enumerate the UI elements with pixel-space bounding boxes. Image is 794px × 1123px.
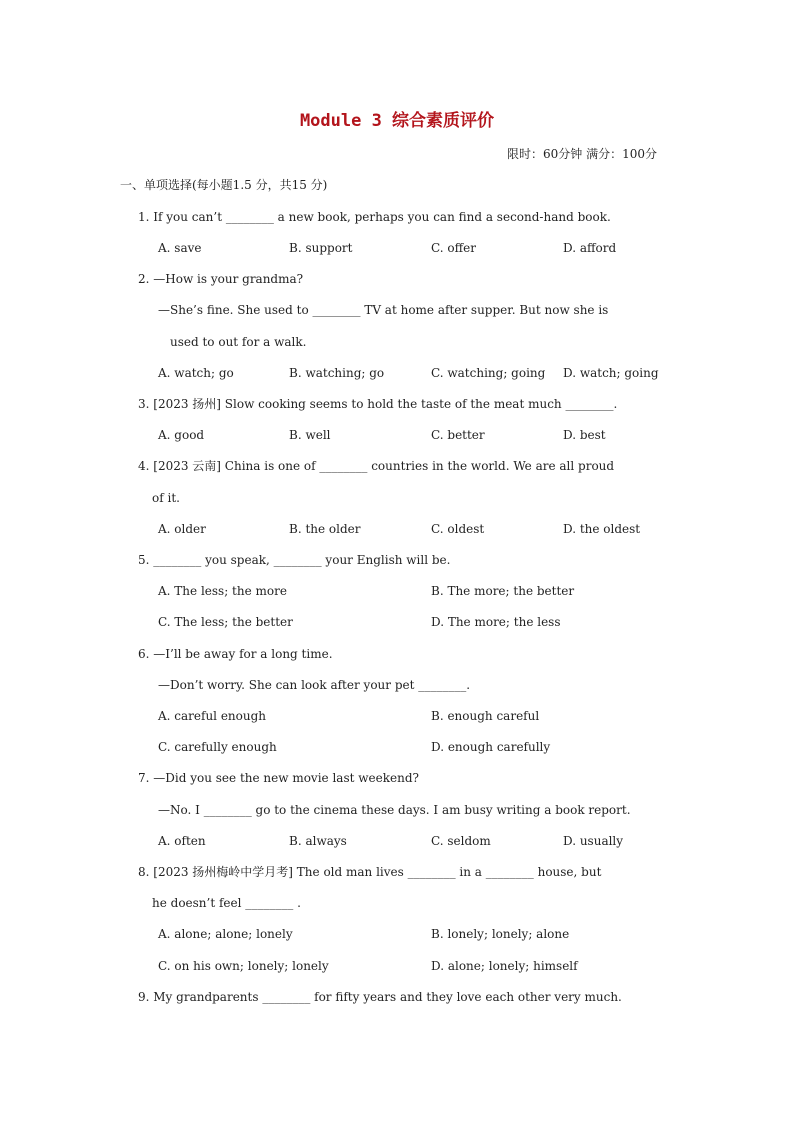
question-3-option-d: D. best bbox=[563, 428, 606, 442]
question-2-option-b: B. watching; go bbox=[289, 366, 385, 380]
question-5-option-a: A. The less; the more bbox=[158, 584, 287, 598]
question-2-option-c: C. watching; going bbox=[431, 366, 546, 380]
question-1-option-d: D. afford bbox=[563, 241, 617, 255]
question-5-stem-1: 5. ________ you speak, ________ your English will be. bbox=[138, 553, 451, 567]
question-2-option-a: A. watch; go bbox=[158, 366, 234, 380]
question-1-option-b: B. support bbox=[289, 241, 353, 255]
question-8-stem-2: he doesn’t feel ________ . bbox=[152, 896, 301, 910]
question-8-option-a: A. alone; alone; lonely bbox=[158, 927, 293, 941]
question-8-stem-1: 8. [2023 扬州梅岭中学月考] The old man lives ________ in a ________ house, but bbox=[138, 865, 602, 879]
question-7-option-a: A. often bbox=[158, 834, 206, 848]
question-7-option-d: D. usually bbox=[563, 834, 624, 848]
page-title: Module 3 综合素质评价 bbox=[299, 111, 495, 131]
question-9-stem-1: 9. My grandparents ________ for fifty years and they love each other very much. bbox=[138, 990, 622, 1004]
question-8-option-d: D. alone; lonely; himself bbox=[431, 959, 578, 973]
question-3-option-b: B. well bbox=[289, 428, 331, 442]
question-6-stem-1: 6. —I’ll be away for a long time. bbox=[138, 647, 333, 661]
question-1-option-c: C. offer bbox=[431, 241, 476, 255]
question-5-option-b: B. The more; the better bbox=[431, 584, 575, 598]
section-heading: 一、单项选择(每小题1.5 分，共15 分) bbox=[120, 178, 328, 192]
question-7-option-c: C. seldom bbox=[431, 834, 491, 848]
question-7-stem-2: —No. I ________ go to the cinema these days. I am busy writing a book report. bbox=[158, 803, 631, 817]
question-2-stem-2: —She’s fine. She used to ________ TV at home after supper. But now she is bbox=[158, 303, 609, 317]
question-2-stem-3: used to out for a walk. bbox=[170, 335, 307, 349]
question-6-option-c: C. carefully enough bbox=[158, 740, 277, 754]
question-4-option-b: B. the older bbox=[289, 522, 361, 536]
question-2-stem-1: 2. —How is your grandma? bbox=[138, 272, 304, 286]
question-8-option-b: B. lonely; lonely; alone bbox=[431, 927, 570, 941]
question-2-option-d: D. watch; going bbox=[563, 366, 659, 380]
question-5-option-d: D. The more; the less bbox=[431, 615, 561, 629]
question-5-option-c: C. The less; the better bbox=[158, 615, 293, 629]
question-6-option-b: B. enough careful bbox=[431, 709, 540, 723]
question-1-stem-1: 1. If you can’t ________ a new book, perhaps you can find a second-hand book. bbox=[138, 210, 611, 224]
question-4-option-a: A. older bbox=[158, 522, 206, 536]
question-7-option-b: B. always bbox=[289, 834, 347, 848]
question-4-stem-1: 4. [2023 云南] China is one of ________ countries in the world. We are all proud bbox=[138, 459, 615, 473]
question-3-stem-1: 3. [2023 扬州] Slow cooking seems to hold the taste of the meat much ________. bbox=[138, 397, 618, 411]
time-limit: 限时：60分钟 满分：100分 bbox=[507, 147, 657, 161]
question-3-option-c: C. better bbox=[431, 428, 485, 442]
question-4-stem-2: of it. bbox=[152, 491, 180, 505]
question-4-option-d: D. the oldest bbox=[563, 522, 641, 536]
question-6-option-d: D. enough carefully bbox=[431, 740, 551, 754]
question-8-option-c: C. on his own; lonely; lonely bbox=[158, 959, 329, 973]
question-4-option-c: C. oldest bbox=[431, 522, 485, 536]
question-7-stem-1: 7. —Did you see the new movie last weekend? bbox=[138, 771, 419, 785]
question-6-stem-2: —Don’t worry. She can look after your pet ________. bbox=[158, 678, 471, 692]
question-3-option-a: A. good bbox=[158, 428, 205, 442]
question-1-option-a: A. save bbox=[158, 241, 202, 255]
question-6-option-a: A. careful enough bbox=[158, 709, 267, 723]
